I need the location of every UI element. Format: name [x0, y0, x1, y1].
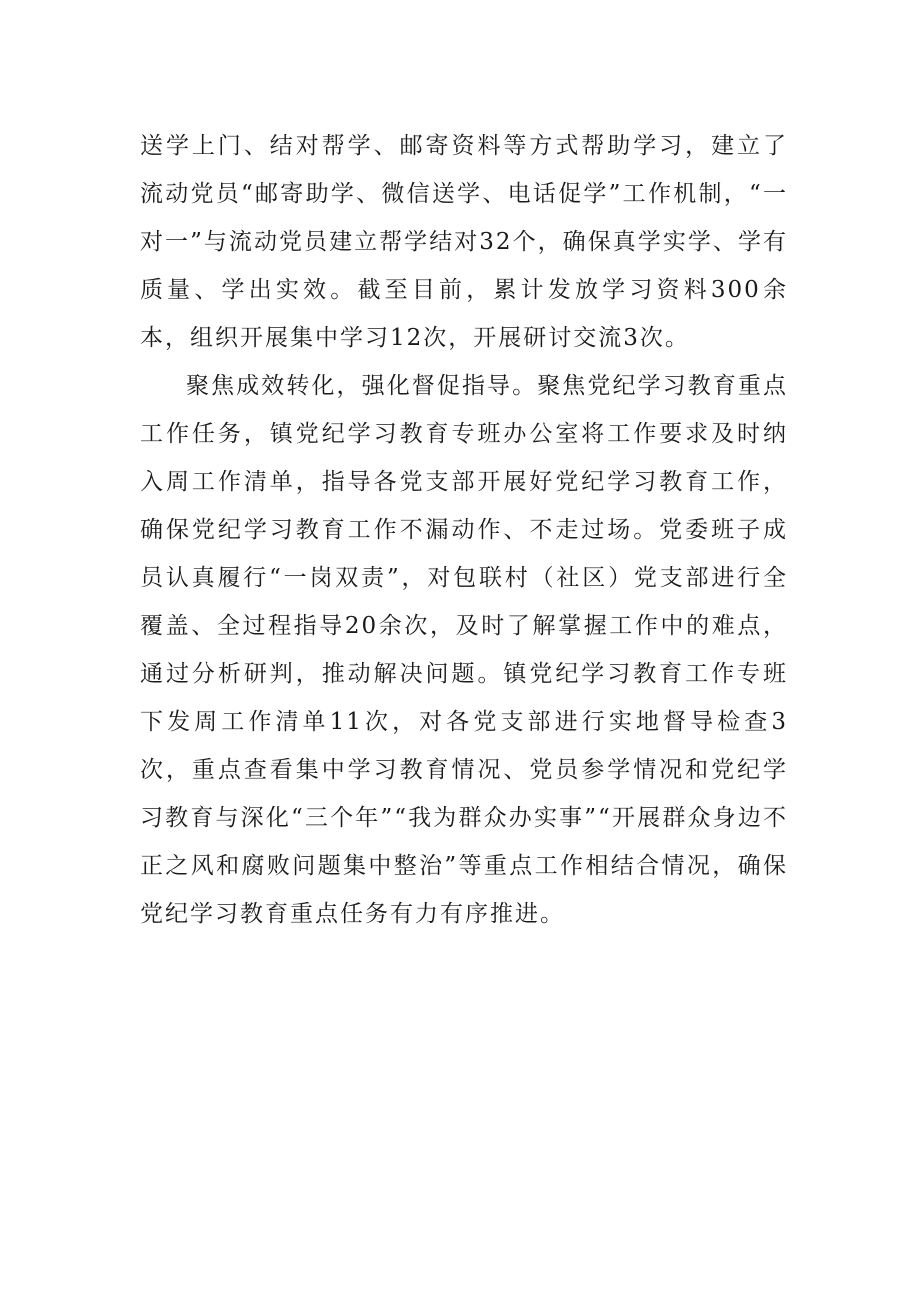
paragraph-focus-results: 聚焦成效转化，强化督促指导。聚焦党纪学习教育重点工作任务，镇党纪学习教育专班办公室将工作要求及时纳入周工作清单，指导各党支部开展好党纪学习教育工作，确保党纪学习教育工作不漏动作、不走过场。党委班子成员认真履行“一岗双责”，对包联村（社区）党支部进行全覆盖、全过程指导20余次，及时了解掌握工作中的难点，通过分析研判，推动解决问题。镇党纪学习教育工作专班下发周工作清单11次，对各党支部进行实地督导检查3次，重点查看集中学习教育情况、党员参学情况和党纪学习教育与深化“三个年”“我为群众办实事”“开展群众身边不正之风和腐败问题集中整治”等重点工作相结合情况，确保党纪学习教育重点任务有力有序推进。 [140, 373, 788, 927]
document-body [140, 122, 788, 938]
paragraph-continuation: 送学上门、结对帮学、邮寄资料等方式帮助学习，建立了流动党员“邮寄助学、微信送学、电话促学”工作机制，“一对一”与流动党员建立帮学结对32个，确保真学实学、学有质量、学出实效。截至目前，累计发放学习资料300余本，组织开展集中学习12次，开展研讨交流3次。 [140, 133, 788, 351]
